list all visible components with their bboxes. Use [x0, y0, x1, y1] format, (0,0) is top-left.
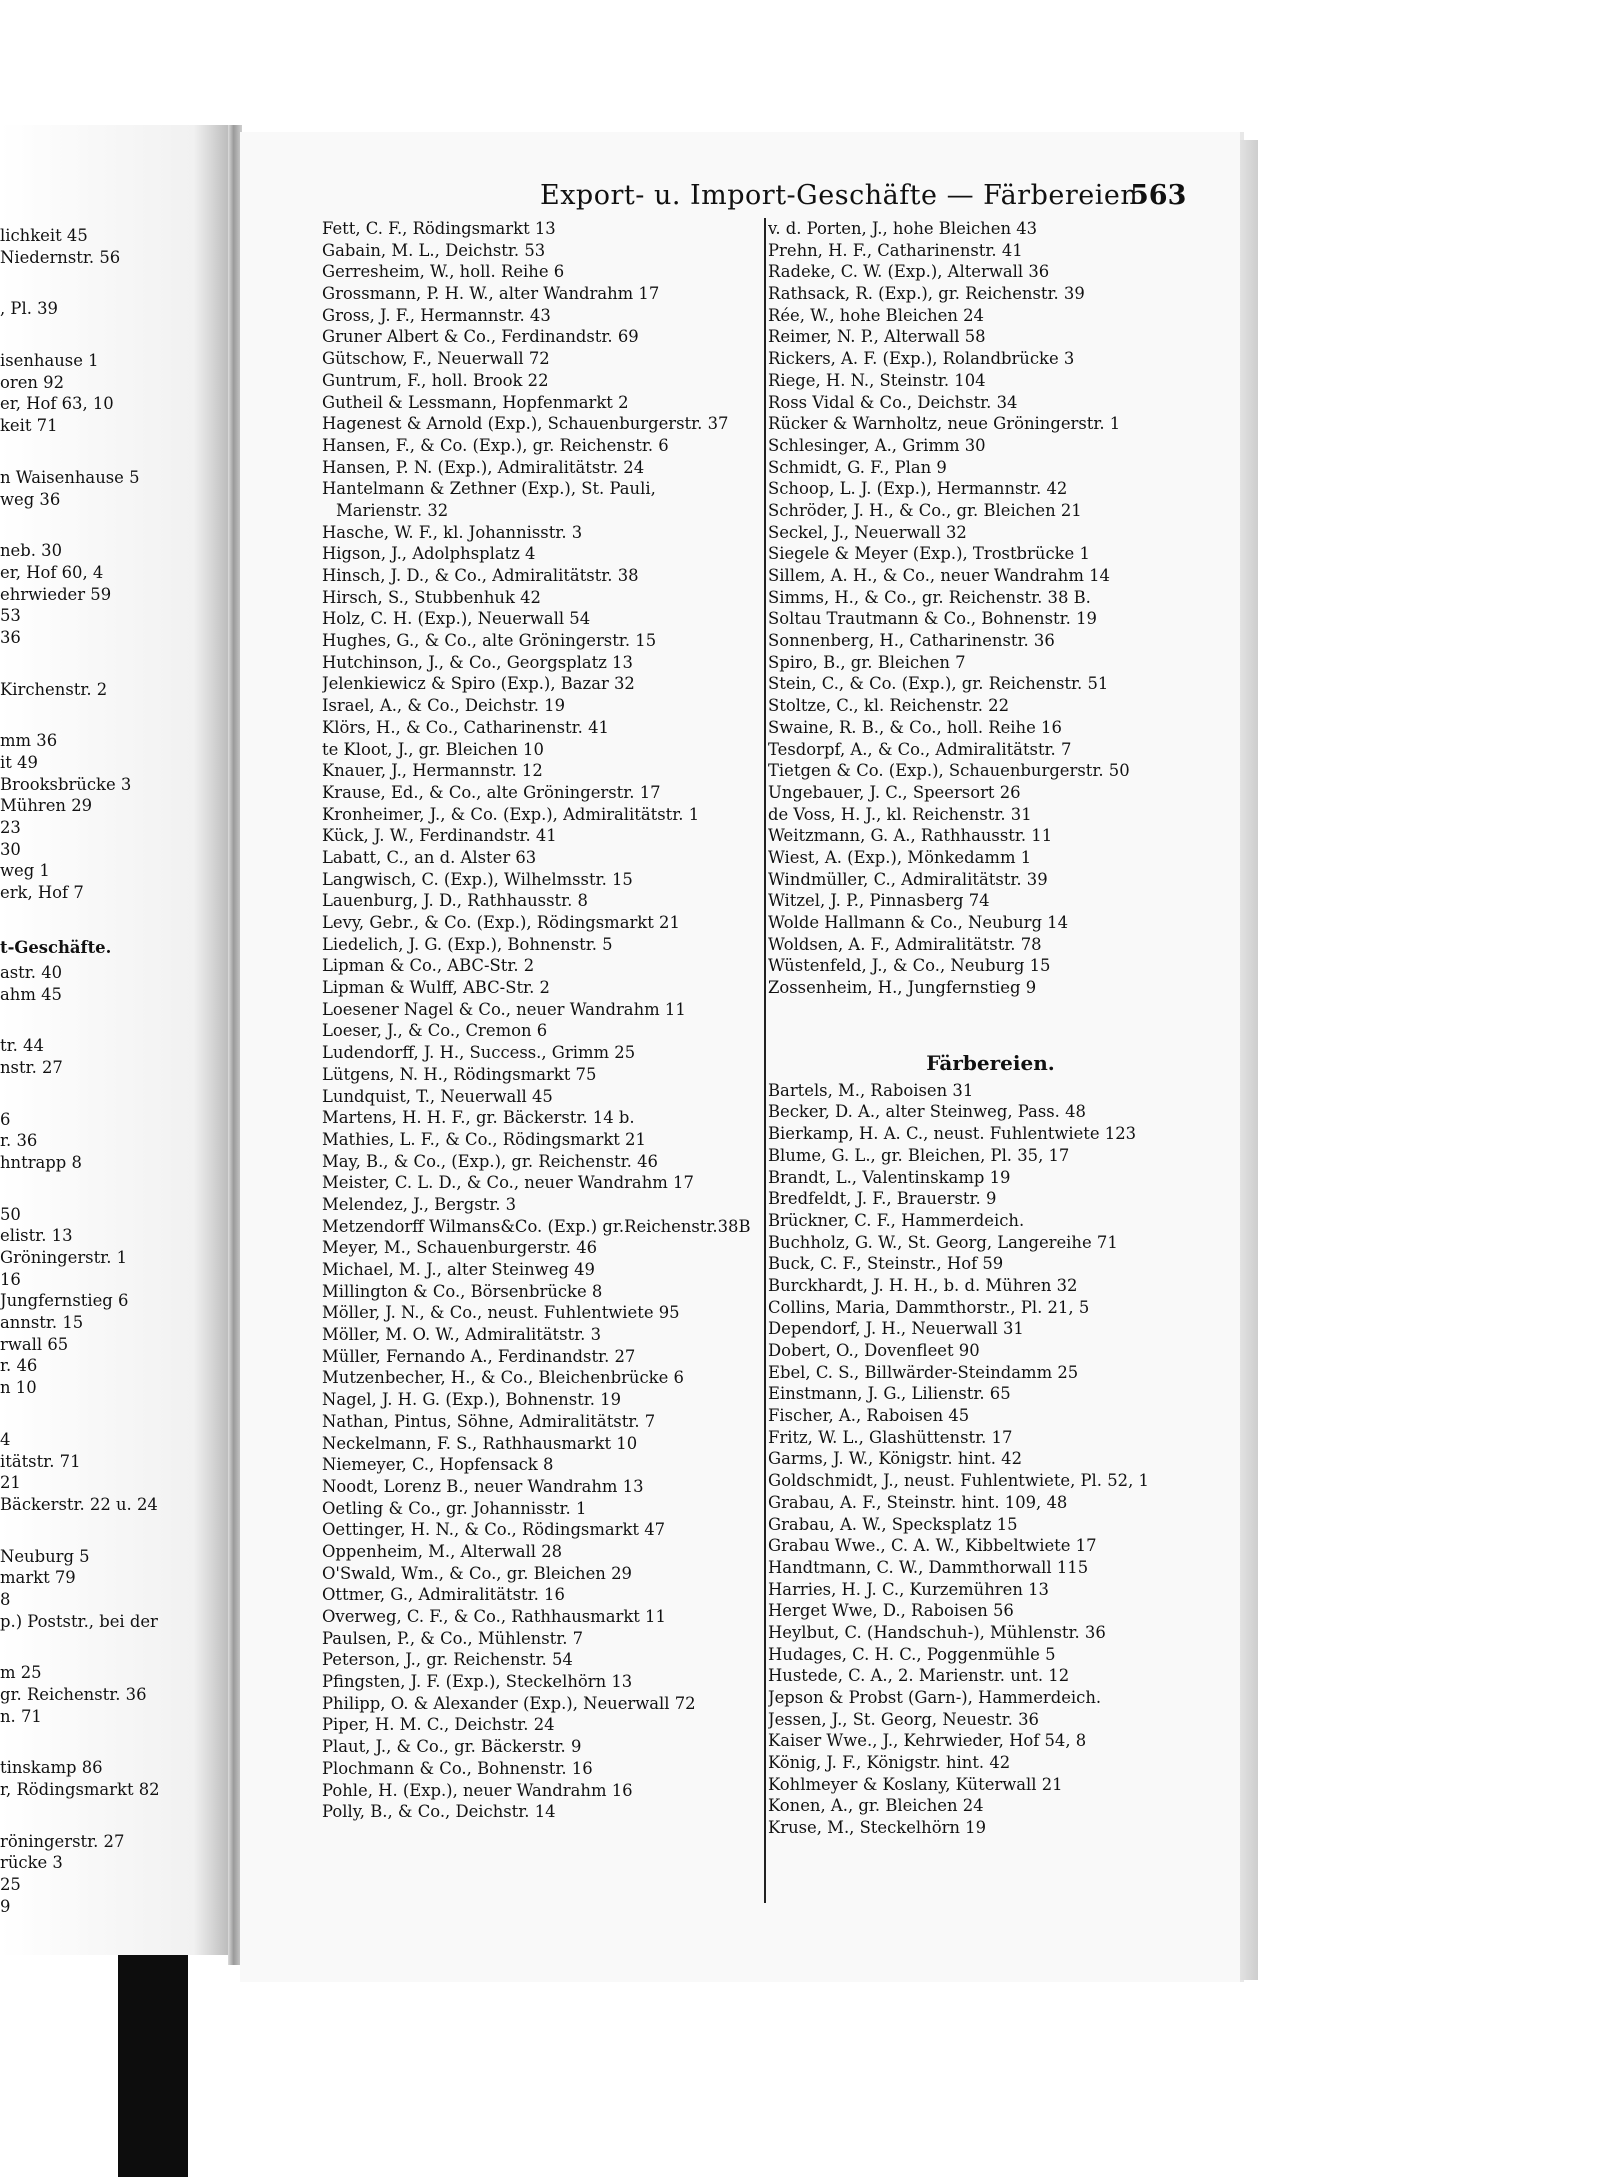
directory-entry: Lundquist, T., Neuerwall 45: [322, 1086, 553, 1106]
left-page-fragment: Gröningerstr. 1: [0, 1248, 128, 1267]
directory-entry: Hasche, W. F., kl. Johannisstr. 3: [322, 522, 583, 542]
binding-shadow: [118, 1955, 188, 2177]
directory-entry: Melendez, J., Bergstr. 3: [322, 1194, 517, 1214]
directory-entry: Nathan, Pintus, Söhne, Admiralitätstr. 7: [322, 1411, 656, 1431]
blank-line: [0, 1079, 228, 1109]
directory-entry: Windmüller, C., Admiralitätstr. 39: [768, 869, 1048, 889]
directory-entry: Bierkamp, H. A. C., neust. Fuhlentwiete 123: [768, 1124, 1137, 1144]
directory-entry: Reimer, N. P., Alterwall 58: [768, 327, 986, 347]
directory-entry: Weitzmann, G. A., Rathhausstr. 11: [768, 826, 1053, 846]
directory-entry: Lütgens, N. H., Rödingsmarkt 75: [322, 1064, 597, 1084]
directory-entry: Tietgen & Co. (Exp.), Schauenburgerstr. 50: [768, 761, 1130, 781]
directory-entry: Witzel, J. P., Pinnasberg 74: [768, 891, 990, 911]
directory-entry: Jessen, J., St. Georg, Neuestr. 36: [768, 1709, 1039, 1729]
directory-entry: Fritz, W. L., Glashüttenstr. 17: [768, 1427, 1013, 1447]
directory-entry: Oettinger, H. N., & Co., Rödingsmarkt 47: [322, 1520, 666, 1540]
directory-entry: Ebel, C. S., Billwärder-Steindamm 25: [768, 1362, 1079, 1382]
left-page-fragment: 25: [0, 1875, 21, 1895]
left-page-fragment: n Waisenhause 5: [0, 467, 140, 487]
column-right: [768, 218, 1213, 1839]
directory-entry: Pohle, H. (Exp.), neuer Wandrahm 16: [322, 1780, 633, 1800]
left-page-text: [0, 225, 228, 1918]
directory-entry: Bartels, M., Raboisen 31: [768, 1080, 974, 1100]
left-page-fragment: weg 1: [0, 861, 50, 881]
directory-entry: Möller, J. N., & Co., neust. Fuhlentwiete 95: [322, 1303, 680, 1323]
left-page-fragment: 50: [0, 1204, 21, 1224]
section-gap: [768, 999, 1213, 1046]
left-page-fragment: neb. 30: [0, 541, 63, 561]
blank-line: [0, 268, 228, 298]
directory-entry: Sonnenberg, H., Catharinenstr. 36: [768, 631, 1055, 651]
left-page-fragment: oren 92: [0, 372, 65, 392]
page-edge: [1240, 140, 1258, 1980]
directory-entry: Kohlmeyer & Koslany, Küterwall 21: [768, 1774, 1063, 1794]
directory-entry: Fischer, A., Raboisen 45: [768, 1406, 970, 1426]
directory-entry: Higson, J., Adolphsplatz 4: [322, 544, 536, 564]
directory-entry: Rücker & Warnholtz, neue Gröningerstr. 1: [768, 414, 1121, 434]
directory-entry: Levy, Gebr., & Co. (Exp.), Rödingsmarkt 21: [322, 913, 680, 932]
left-page-fragment: 53: [0, 606, 21, 626]
directory-entry: Ungebauer, J. C., Speersort 26: [768, 782, 1021, 802]
left-page-fragment: rücke 3: [0, 1853, 63, 1873]
directory-entry: Blume, G. L., gr. Bleichen, Pl. 35, 17: [768, 1145, 1070, 1165]
directory-entry: Holz, C. H. (Exp.), Neuerwall 54: [322, 609, 591, 629]
blank-line: [0, 437, 228, 467]
directory-entry: Dobert, O., Dovenfleet 90: [768, 1341, 980, 1360]
directory-entry: Knauer, J., Hermannstr. 12: [322, 761, 543, 781]
left-page-fragment: m 25: [0, 1663, 42, 1683]
left-page-fragment: Kirchenstr. 2: [0, 679, 108, 699]
directory-entry: Grossmann, P. H. W., alter Wandrahm 17: [322, 284, 660, 304]
blank-line: [0, 1516, 228, 1546]
directory-entry: Dependorf, J. H., Neuerwall 31: [768, 1319, 1024, 1339]
directory-entry: Kaiser Wwe., J., Kehrwieder, Hof 54, 8: [768, 1731, 1087, 1751]
page-number: 563: [1130, 180, 1187, 211]
left-page-fragment: Niedernstr. 56: [0, 247, 121, 267]
directory-entry: Gerresheim, W., holl. Reihe 6: [322, 262, 565, 282]
directory-entry: Prehn, H. F., Catharinenstr. 41: [768, 240, 1023, 260]
directory-entry: Hutchinson, J., & Co., Georgsplatz 13: [322, 652, 633, 672]
directory-entry: Plochmann & Co., Bohnenstr. 16: [322, 1758, 593, 1778]
blank-line: [0, 1174, 228, 1204]
left-page-fragment: tr. 44: [0, 1036, 44, 1056]
directory-entry: Woldsen, A. F., Admiralitätstr. 78: [768, 934, 1042, 954]
directory-entry: Meyer, M., Schauenburgerstr. 46: [322, 1238, 598, 1258]
directory-entry: Martens, H. H. F., gr. Bäckerstr. 14 b.: [322, 1108, 635, 1128]
directory-entry: v. d. Porten, J., hohe Bleichen 43: [768, 219, 1038, 238]
blank-line: [0, 649, 228, 679]
directory-entry: Mutzenbecher, H., & Co., Bleichenbrücke 6: [322, 1368, 684, 1388]
left-page-fragment: markt 79: [0, 1568, 76, 1588]
left-page-fragment: n 10: [0, 1378, 37, 1398]
left-page-fragment: hntrapp 8: [0, 1152, 82, 1172]
left-page-fragment: 4: [0, 1429, 11, 1449]
blank-line: [0, 1632, 228, 1662]
directory-entry: Harries, H. J. C., Kurzemühren 13: [768, 1579, 1049, 1599]
directory-entry: Schröder, J. H., & Co., gr. Bleichen 21: [768, 500, 1082, 520]
directory-entry: Guntrum, F., holl. Brook 22: [322, 370, 549, 390]
blank-line: [0, 320, 228, 350]
directory-entry: May, B., & Co., (Exp.), gr. Reichenstr. 46: [322, 1151, 658, 1171]
left-page-fragment: er, Hof 63, 10: [0, 394, 114, 414]
directory-entry: Spiro, B., gr. Bleichen 7: [768, 652, 966, 672]
blank-line: [0, 510, 228, 540]
left-page-fragment: p.) Poststr., bei der: [0, 1611, 158, 1631]
directory-entry: Seckel, J., Neuerwall 32: [768, 522, 967, 542]
directory-entry: Rickers, A. F. (Exp.), Rolandbrücke 3: [768, 349, 1075, 369]
directory-entry: Hagenest & Arnold (Exp.), Schauenburgerstr. 37: [322, 414, 729, 434]
directory-entry: König, J. F., Königstr. hint. 42: [768, 1753, 1011, 1773]
directory-entry: Niemeyer, C., Hopfensack 8: [322, 1455, 554, 1475]
directory-entry: Noodt, Lorenz B., neuer Wandrahm 13: [322, 1476, 644, 1496]
directory-entry: Fett, C. F., Rödingsmarkt 13: [322, 219, 556, 238]
directory-entry: Grabau, A. F., Steinstr. hint. 109, 48: [768, 1492, 1068, 1512]
blank-line: [0, 1399, 228, 1429]
directory-entry: Jelenkiewicz & Spiro (Exp.), Bazar 32: [322, 674, 635, 694]
left-page-fragment: nstr. 27: [0, 1057, 63, 1077]
directory-entry: Millington & Co., Börsenbrücke 8: [322, 1281, 603, 1301]
directory-entry: Hustede, C. A., 2. Marienstr. unt. 12: [768, 1666, 1070, 1686]
export-import-listings-continued: [768, 218, 1213, 999]
left-page-fragment: 6: [0, 1109, 11, 1129]
directory-entry: Gross, J. F., Hermannstr. 43: [322, 305, 551, 325]
directory-entry: Grabau Wwe., C. A. W., Kibbeltwiete 17: [768, 1536, 1097, 1556]
directory-entry: Wolde Hallmann & Co., Neuburg 14: [768, 913, 1069, 932]
directory-entry: Israel, A., & Co., Deichstr. 19: [322, 696, 566, 716]
left-page-fragment: mm 36: [0, 731, 58, 751]
directory-entry: Langwisch, C. (Exp.), Wilhelmsstr. 15: [322, 869, 633, 889]
left-page-fragment: Brooksbrücke 3: [0, 774, 132, 794]
directory-entry: Siegele & Meyer (Exp.), Trostbrücke 1: [768, 544, 1090, 564]
directory-entry: Rée, W., hohe Bleichen 24: [768, 305, 984, 325]
directory-entry: Konen, A., gr. Bleichen 24: [768, 1796, 984, 1816]
directory-entry: Bredfeldt, J. F., Brauerstr. 9: [768, 1189, 997, 1209]
running-head: Export- u. Import-Geschäfte — Färbereien: [540, 180, 1139, 211]
directory-entry: Schlesinger, A., Grimm 30: [768, 435, 986, 455]
directory-entry: Radeke, C. W. (Exp.), Alterwall 36: [768, 262, 1050, 282]
blank-line: [0, 1727, 228, 1757]
directory-entry: Brückner, C. F., Hammerdeich.: [768, 1210, 1025, 1230]
directory-entry: Schoop, L. J. (Exp.), Hermannstr. 42: [768, 479, 1068, 499]
directory-entry: Schmidt, G. F., Plan 9: [768, 457, 947, 477]
directory-entry: Brandt, L., Valentinskamp 19: [768, 1167, 1011, 1187]
directory-entry: O'Swald, Wm., & Co., gr. Bleichen 29: [322, 1563, 632, 1583]
directory-entry: Collins, Maria, Dammthorstr., Pl. 21, 5: [768, 1297, 1090, 1317]
column-left: [322, 218, 762, 1823]
directory-entry: Hinsch, J. D., & Co., Admiralitätstr. 38: [322, 566, 639, 585]
directory-entry: Hansen, F., & Co. (Exp.), gr. Reichenstr. 6: [322, 435, 669, 455]
directory-entry: Riege, H. N., Steinstr. 104: [768, 370, 986, 390]
directory-entry: Piper, H. M. C., Deichstr. 24: [322, 1715, 555, 1735]
left-page-fragment: gr. Reichenstr. 36: [0, 1685, 147, 1704]
directory-entry: Zossenheim, H., Jungfernstieg 9: [768, 978, 1037, 998]
left-page-fragment: erk, Hof 7: [0, 883, 84, 903]
blank-line: [0, 904, 228, 934]
left-page-fragment: 16: [0, 1269, 21, 1289]
left-page-fragment: er, Hof 60, 4: [0, 562, 104, 582]
left-page-fragment: r, Rödingsmarkt 82: [0, 1780, 160, 1800]
left-page-fragment: annstr. 15: [0, 1313, 84, 1333]
directory-entry: Gruner Albert & Co., Ferdinandstr. 69: [322, 327, 639, 347]
left-page-fragment: t-Geschäfte.: [0, 937, 112, 957]
blank-line: [0, 1801, 228, 1831]
directory-entry: Ross Vidal & Co., Deichstr. 34: [768, 392, 1018, 412]
left-page-fragment: 23: [0, 818, 21, 838]
left-page-fragment: r. 46: [0, 1356, 38, 1376]
directory-entry: Overweg, C. F., & Co., Rathhausmarkt 11: [322, 1607, 666, 1626]
directory-entry: Garms, J. W., Königstr. hint. 42: [768, 1449, 1023, 1469]
directory-entry: Burckhardt, J. H. H., b. d. Mühren 32: [768, 1275, 1078, 1295]
left-page-fragment: 8: [0, 1589, 11, 1609]
directory-entry: Hudages, C. H. C., Poggenmühle 5: [768, 1644, 1056, 1664]
directory-entry: Sillem, A. H., & Co., neuer Wandrahm 14: [768, 566, 1110, 585]
section-heading: Färbereien.: [926, 1050, 1055, 1075]
directory-entry: Meister, C. L. D., & Co., neuer Wandrahm 17: [322, 1173, 694, 1193]
directory-entry: Jepson & Probst (Garn-), Hammerdeich.: [768, 1688, 1102, 1707]
directory-entry: Lipman & Wulff, ABC-Str. 2: [322, 978, 550, 998]
directory-entry: Rathsack, R. (Exp.), gr. Reichenstr. 39: [768, 284, 1085, 304]
directory-entry: Buchholz, G. W., St. Georg, Langereihe 71: [768, 1232, 1118, 1252]
left-page-fragment: ehrwieder 59: [0, 584, 112, 604]
left-page-fragment: astr. 40: [0, 962, 63, 982]
directory-entry: Herget Wwe, D., Raboisen 56: [768, 1601, 1014, 1621]
directory-entry: Nagel, J. H. G. (Exp.), Bohnenstr. 19: [322, 1390, 622, 1410]
directory-entry: Wiest, A. (Exp.), Mönkedamm 1: [768, 847, 1032, 867]
directory-entry: Heylbut, C. (Handschuh-), Mühlenstr. 36: [768, 1622, 1106, 1642]
directory-entry: Lipman & Co., ABC-Str. 2: [322, 956, 535, 976]
directory-entry: Hughes, G., & Co., alte Gröningerstr. 15: [322, 631, 657, 651]
directory-entry: Kruse, M., Steckelhörn 19: [768, 1818, 987, 1838]
directory-entry: Paulsen, P., & Co., Mühlenstr. 7: [322, 1628, 584, 1648]
directory-entry: Loesener Nagel & Co., neuer Wandrahm 11: [322, 999, 686, 1019]
left-page-fragment: Jungfernstieg 6: [0, 1291, 129, 1311]
directory-entry: Becker, D. A., alter Steinweg, Pass. 48: [768, 1102, 1086, 1122]
directory-entry: Labatt, C., an d. Alster 63: [322, 847, 537, 867]
directory-entry: Michael, M. J., alter Steinweg 49: [322, 1260, 595, 1279]
left-page-fragment: weg 36: [0, 489, 61, 509]
left-page-fragment: lichkeit 45: [0, 226, 88, 245]
directory-entry: Krause, Ed., & Co., alte Gröningerstr. 17: [322, 782, 661, 802]
directory-entry: Kück, J. W., Ferdinandstr. 41: [322, 826, 557, 846]
directory-entry: Gütschow, F., Neuerwall 72: [322, 349, 550, 369]
left-page-fragment: keit 71: [0, 416, 58, 436]
directory-entry: Oetling & Co., gr. Johannisstr. 1: [322, 1498, 587, 1518]
directory-entry: Metzendorff Wilmans&Co. (Exp.) gr.Reichenstr.38B: [322, 1216, 751, 1236]
directory-entry: Mathies, L. F., & Co., Rödingsmarkt 21: [322, 1129, 646, 1149]
directory-entry: Oppenheim, M., Alterwall 28: [322, 1541, 563, 1561]
column-rule: [764, 218, 766, 1903]
left-page-fragment: 36: [0, 627, 21, 647]
directory-entry: de Voss, H. J., kl. Reichenstr. 31: [768, 804, 1032, 824]
directory-entry: Lauenburg, J. D., Rathhausstr. 8: [322, 891, 588, 911]
directory-entry: Gutheil & Lessmann, Hopfenmarkt 2: [322, 392, 629, 412]
directory-entry: Klörs, H., & Co., Catharinenstr. 41: [322, 717, 609, 737]
directory-entry: Hirsch, S., Stubbenhuk 42: [322, 587, 541, 607]
left-page-fragment: rwall 65: [0, 1334, 69, 1354]
directory-entry: Simms, H., & Co., gr. Reichenstr. 38 B.: [768, 587, 1091, 607]
directory-entry: Hantelmann & Zethner (Exp.), St. Pauli,: [322, 479, 656, 499]
left-page-fragment: elistr. 13: [0, 1226, 73, 1246]
directory-entry: Philipp, O. & Alexander (Exp.), Neuerwall 72: [322, 1693, 696, 1713]
left-page-fragment: Bäckerstr. 22 u. 24: [0, 1494, 158, 1514]
left-page-fragment: itätstr. 71: [0, 1451, 81, 1471]
directory-entry: Neckelmann, F. S., Rathhausmarkt 10: [322, 1433, 638, 1453]
directory-entry: Plaut, J., & Co., gr. Bäckerstr. 9: [322, 1737, 582, 1757]
directory-entry: Polly, B., & Co., Deichstr. 14: [322, 1802, 556, 1822]
directory-entry: Einstmann, J. G., Lilienstr. 65: [768, 1384, 1011, 1404]
directory-entry: Grabau, A. W., Specksplatz 15: [768, 1514, 1018, 1534]
directory-entry: Stoltze, C., kl. Reichenstr. 22: [768, 696, 1010, 716]
left-page-fragment: 21: [0, 1473, 21, 1493]
directory-entry: Stein, C., & Co. (Exp.), gr. Reichenstr. 51: [768, 674, 1109, 694]
left-page-fragment: it 49: [0, 753, 38, 772]
directory-entry: Gabain, M. L., Deichstr. 53: [322, 240, 546, 260]
directory-entry: Ottmer, G., Admiralitätstr. 16: [322, 1585, 565, 1605]
directory-entry: Liedelich, J. G. (Exp.), Bohnenstr. 5: [322, 934, 613, 954]
directory-entry: Hansen, P. N. (Exp.), Admiralitätstr. 24: [322, 457, 645, 477]
directory-entry: Müller, Fernando A., Ferdinandstr. 27: [322, 1346, 636, 1366]
left-page-fragment: isenhause 1: [0, 351, 99, 371]
directory-entry: Handtmann, C. W., Dammthorwall 115: [768, 1557, 1089, 1577]
left-page-fragment: Neuburg 5: [0, 1546, 90, 1566]
directory-entry: Peterson, J., gr. Reichenstr. 54: [322, 1650, 573, 1670]
dyeworks-listings: [768, 1080, 1213, 1839]
left-page-fragment: , Pl. 39: [0, 299, 58, 319]
directory-entry: Tesdorpf, A., & Co., Admiralitätstr. 7: [768, 739, 1072, 759]
directory-entry: Marienstr. 32: [336, 500, 449, 520]
left-page-fragment: n. 71: [0, 1706, 42, 1726]
blank-line: [0, 700, 228, 730]
directory-entry: Swaine, R. B., & Co., holl. Reihe 16: [768, 717, 1062, 737]
left-page-fragment: tinskamp 86: [0, 1758, 103, 1778]
directory-entry: Möller, M. O. W., Admiralitätstr. 3: [322, 1325, 602, 1345]
directory-entry: Ludendorff, J. H., Success., Grimm 25: [322, 1043, 636, 1063]
directory-entry: Buck, C. F., Steinstr., Hof 59: [768, 1254, 1004, 1274]
directory-entry: Loeser, J., & Co., Cremon 6: [322, 1021, 548, 1041]
left-page-fragment: röningerstr. 27: [0, 1831, 125, 1851]
directory-entry: Pfingsten, J. F. (Exp.), Steckelhörn 13: [322, 1672, 633, 1692]
left-page-fragment: r. 36: [0, 1131, 38, 1151]
left-page-fragment: ahm 45: [0, 984, 62, 1004]
directory-entry: Wüstenfeld, J., & Co., Neuburg 15: [768, 956, 1051, 976]
directory-entry: Kronheimer, J., & Co. (Exp.), Admiralitätstr. 1: [322, 804, 700, 824]
directory-entry: Goldschmidt, J., neust. Fuhlentwiete, Pl. 52, 1: [768, 1471, 1149, 1491]
blank-line: [0, 1005, 228, 1035]
left-page-fragment: 9: [0, 1896, 11, 1916]
left-page-fragment: 30: [0, 839, 21, 859]
directory-entry: Soltau Trautmann & Co., Bohnenstr. 19: [768, 609, 1097, 629]
left-page-fragment: Mühren 29: [0, 796, 93, 816]
directory-entry: te Kloot, J., gr. Bleichen 10: [322, 739, 544, 759]
